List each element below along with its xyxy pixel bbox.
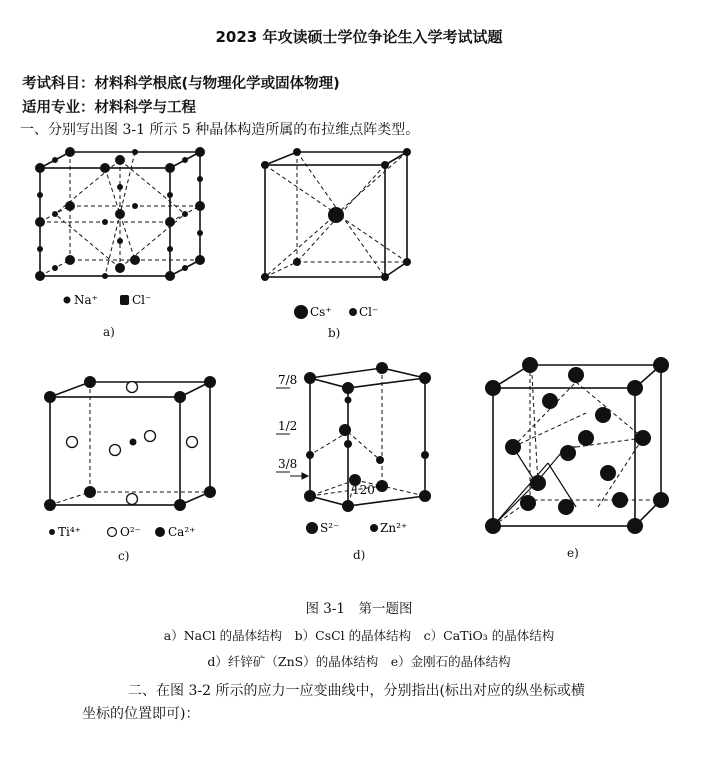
legend-ti-label: Ti⁴⁺ — [58, 525, 81, 539]
figure-b-cscl — [255, 140, 425, 325]
legend-cs-label: Cs⁺ — [310, 305, 332, 319]
legend-zn-label: Zn²⁺ — [380, 521, 408, 535]
figure-c-label: c) — [118, 549, 130, 563]
question-1-text: 一、分别写出图 3-1 所示 5 种晶体构造所属的布拉维点阵类型。 — [20, 122, 420, 138]
question-2-line1: 二、在图 3-2 所示的应力一应变曲线中，分别指出(标出对应的纵坐标或横 — [128, 683, 585, 699]
exam-title: 2023 年攻读硕士学位争论生入学考试试题 — [215, 28, 503, 46]
figure-c-catio3 — [40, 372, 230, 542]
exam-subject: 考试科目：材料科学根底(与物理化学或固体物理) — [22, 76, 340, 92]
legend-na-label: Na⁺ — [74, 293, 98, 307]
legend-cl-label: Cl⁻ — [132, 293, 152, 307]
figure-d-label: d) — [353, 548, 366, 562]
figure-d-wurtzite — [270, 360, 460, 550]
fraction-3-8: 3/8 — [278, 457, 298, 471]
figure-caption-line2: d）纤锌矿（ZnS）的晶体结构 e）金刚石的晶体结构 — [207, 654, 511, 669]
legend-ca-label: Ca²⁺ — [168, 525, 196, 539]
figure-e-diamond — [478, 355, 678, 540]
figure-a-nacl — [30, 140, 210, 320]
fraction-1-2: 1/2 — [278, 419, 298, 433]
figure-b-label: b) — [328, 326, 341, 340]
fraction-7-8: 7/8 — [278, 373, 298, 387]
angle-120-label: 120° — [352, 483, 381, 497]
figure-e-label: e) — [567, 546, 579, 560]
figure-caption-title: 图 3-1 第一题图 — [305, 601, 413, 617]
legend-o-label: O²⁻ — [120, 525, 141, 539]
legend-s-label: S²⁻ — [320, 521, 340, 535]
figure-caption-line1: a）NaCl 的晶体结构 b）CsCl 的晶体结构 c）CaTiO₃ 的晶体结构 — [163, 628, 555, 643]
exam-major: 适用专业：材料科学与工程 — [22, 100, 196, 116]
legend-cl-b-label: Cl⁻ — [359, 305, 379, 319]
question-2-line2: 坐标的位置即可)： — [82, 706, 200, 722]
figure-a-label: a) — [103, 325, 115, 339]
